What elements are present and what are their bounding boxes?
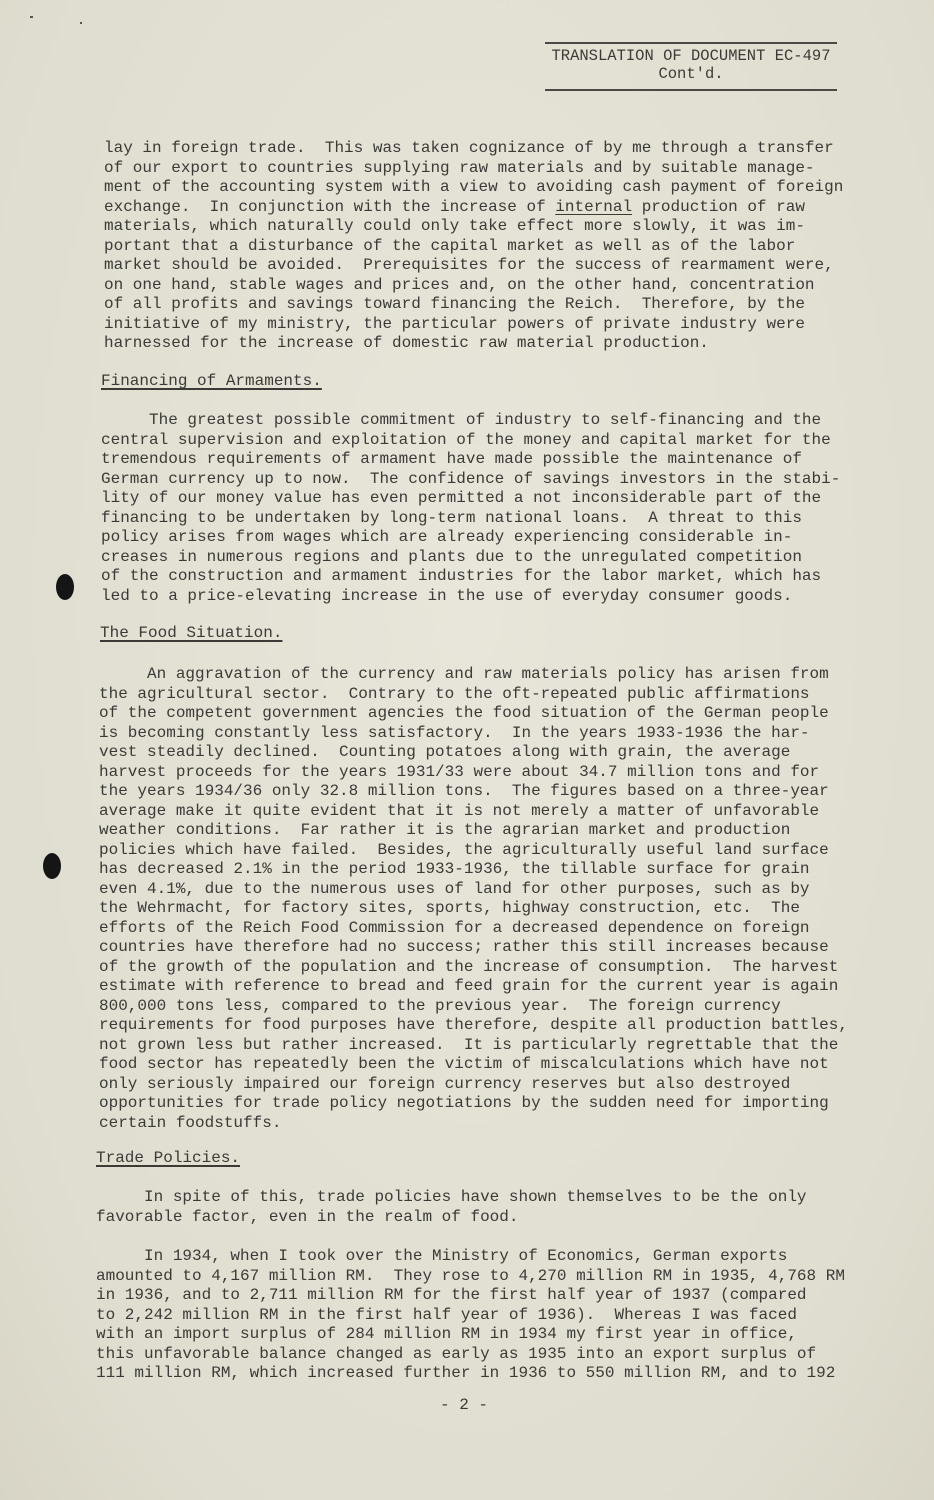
- text-line: in 1936, and to 2,711 million RM for the first half year of 1937 (compared: [96, 1286, 807, 1304]
- text-line: to 2,242 million RM in the first half year of 1936). Whereas I was faced: [96, 1305, 797, 1324]
- text-line: certain foodstuffs.: [99, 1113, 282, 1132]
- text-line: ment of the accounting system with a view to avoiding cash payment of foreign: [104, 178, 844, 196]
- heading-food-situation: The Food Situation.: [100, 624, 283, 642]
- document-title: TRANSLATION OF DOCUMENT EC-497: [551, 47, 831, 65]
- paragraph-trade-intro: [96, 1188, 807, 1227]
- text-line: favorable factor, even in the realm of food.: [96, 1207, 519, 1226]
- text-line: policies which have failed. Besides, the agriculturally useful land surface: [99, 840, 829, 859]
- text-line: is becoming constantly less satisfactory. In the years 1933-1936 the har-: [99, 723, 810, 742]
- text-line: the Wehrmacht, for factory sites, sports, highway construction, etc. The: [99, 899, 800, 917]
- text-segment: exchange. In conjunction with the increase of: [104, 197, 556, 216]
- text-line: weather conditions. Far rather it is the agrarian market and production: [99, 821, 791, 839]
- text-line: lay in foreign trade. This was taken cognizance of by me through a transfer: [104, 139, 834, 157]
- text-line: 800,000 tons less, compared to the previous year. The foreign currency: [99, 996, 781, 1015]
- text-line: harnessed for the increase of domestic raw material production.: [104, 334, 709, 352]
- text-line: lity of our money value has even permitted a not inconsiderable part of the: [101, 489, 822, 507]
- heading-trade-policies: Trade Policies.: [96, 1149, 241, 1167]
- text-line: of the construction and armament industries for the labor market, which has: [101, 567, 822, 585]
- text-line: creases in numerous regions and plants due to the unregulated competition: [101, 547, 802, 566]
- paragraph-financing: [101, 411, 840, 606]
- text-line: of our export to countries supplying raw materials and by suitable manage-: [104, 158, 815, 177]
- page-number: - 2 -: [440, 1396, 489, 1414]
- text-line: 111 million RM, which increased further in 1936 to 550 million RM, and to 192: [96, 1364, 836, 1382]
- text-line: requirements for food purposes have therefore, despite all production battles,: [99, 1016, 848, 1034]
- text-line: [104, 198, 843, 218]
- text-line: opportunities for trade policy negotiations by the sudden need for importing: [99, 1094, 829, 1112]
- text-line: led to a price-elevating increase in the use of everyday consumer goods.: [101, 586, 793, 605]
- text-segment: production of raw: [632, 197, 805, 216]
- text-line: food sector has repeatedly been the victim of miscalculations which have not: [99, 1055, 829, 1073]
- text-line: the years 1934/36 only 32.8 million tons. The figures based on a three-year: [99, 782, 829, 800]
- text-line: financing to be undertaken by long-term national loans. A threat to this: [101, 508, 802, 527]
- text-line: with an import surplus of 284 million RM in 1934 my first year in office,: [96, 1325, 797, 1343]
- paper-speck: [30, 16, 33, 18]
- text-line: average make it quite evident that it is not merely a matter of unfavorable: [99, 801, 820, 820]
- text-line: has decreased 2.1% in the period 1933-1936, the tillable surface for grain: [99, 860, 810, 878]
- text-line: on one hand, stable wages and prices and, on the other hand, concentration: [104, 275, 815, 294]
- text-line: not grown less but rather increased. It is particularly regrettable that the: [99, 1035, 839, 1054]
- text-line: In spite of this, trade policies have shown themselves to be the only: [96, 1188, 807, 1206]
- paragraph-food-situation: [99, 665, 848, 1133]
- text-line: In 1934, when I took over the Ministry of Economics, German exports: [96, 1247, 788, 1265]
- text-line: countries have therefore had no success; rather this still increases because: [99, 938, 829, 956]
- text-line: portant that a disturbance of the capital market as well as of the labor: [104, 236, 796, 255]
- paper-speck: [80, 22, 82, 24]
- document-subtitle: Cont'd.: [658, 65, 724, 83]
- text-line: An aggravation of the currency and raw materials policy has arisen from: [99, 665, 829, 683]
- text-line: central supervision and exploitation of the money and capital market for the: [101, 430, 831, 449]
- text-line: initiative of my ministry, the particular powers of private industry were: [104, 314, 805, 333]
- text-line: vest steadily declined. Counting potatoes along with grain, the average: [99, 743, 791, 761]
- text-line: German currency up to now. The confidence of savings investors in the stabi-: [101, 469, 841, 488]
- text-line: this unfavorable balance changed as early as 1935 into an export surplus of: [96, 1344, 817, 1363]
- underlined-word: internal: [555, 197, 633, 216]
- text-line: tremendous requirements of armament have made possible the maintenance of: [101, 450, 802, 468]
- text-line: amounted to 4,167 million RM. They rose to 4,270 million RM in 1935, 4,768 RM: [96, 1266, 845, 1285]
- text-line: the agricultural sector. Contrary to the oft-repeated public affirmations: [99, 684, 810, 703]
- text-line: harvest proceeds for the years 1931/33 were about 34.7 million tons and for: [99, 762, 820, 781]
- heading-financing-of-armaments: Financing of Armaments.: [101, 372, 322, 390]
- text-line: only seriously impaired our foreign currency reserves but also destroyed: [99, 1074, 791, 1093]
- text-line: even 4.1%, due to the numerous uses of land for other purposes, such as by: [99, 879, 810, 898]
- text-line: The greatest possible commitment of industry to self-financing and the: [101, 411, 822, 429]
- punch-hole: [43, 853, 61, 879]
- paragraph-foreign-trade: [104, 139, 843, 354]
- text-line: efforts of the Reich Food Commission for a decreased dependence on foreign: [99, 918, 810, 937]
- text-line: policy arises from wages which are already experiencing considerable in-: [101, 528, 793, 546]
- text-line: of the growth of the population and the increase of consumption. The harvest: [99, 957, 839, 976]
- text-line: market should be avoided. Prerequisites for the success of rearmament were,: [104, 256, 834, 274]
- text-line: of all profits and savings toward financing the Reich. Therefore, by the: [104, 295, 805, 313]
- text-line: of the competent government agencies the food situation of the German people: [99, 704, 829, 722]
- document-header: [545, 42, 837, 91]
- text-line: estimate with reference to bread and feed grain for the current year is again: [99, 977, 839, 995]
- punch-hole: [56, 574, 74, 600]
- paragraph-exports: [96, 1247, 845, 1384]
- text-line: materials, which naturally could only take effect more slowly, it was im-: [104, 217, 805, 235]
